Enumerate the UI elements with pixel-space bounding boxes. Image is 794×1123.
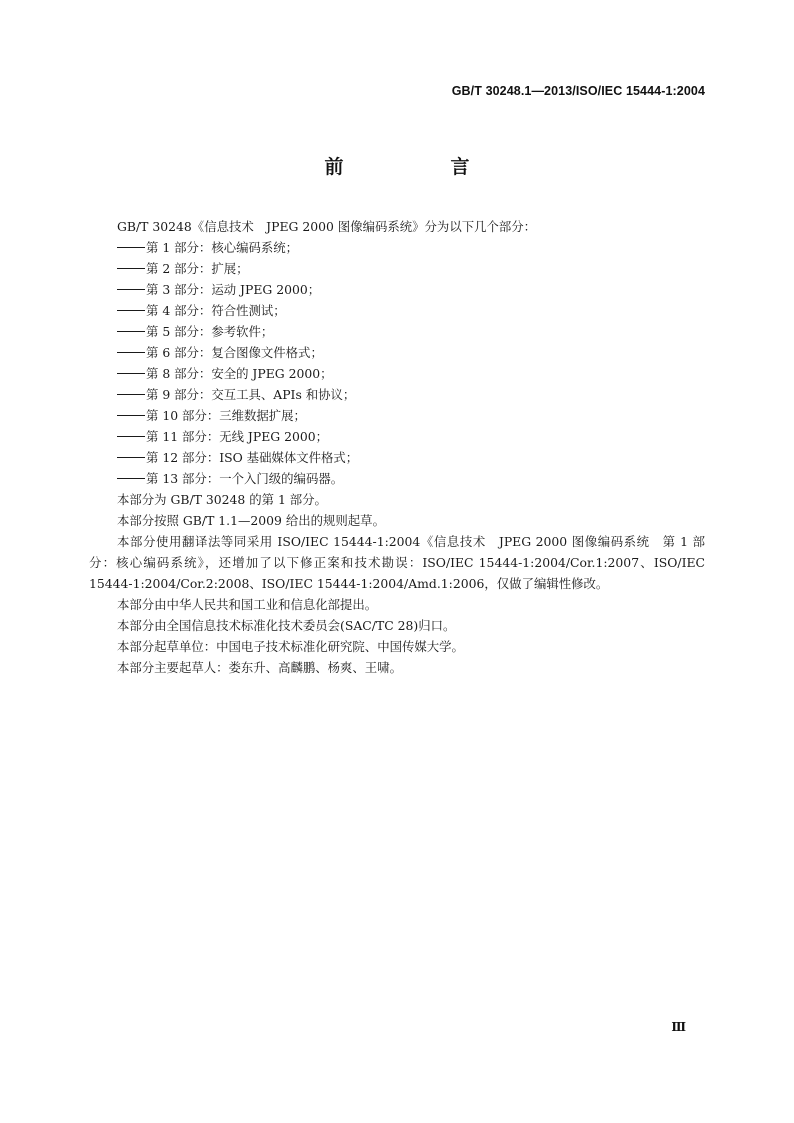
page-title: 前 言 xyxy=(324,156,514,178)
part-label: 第 1 部分：核心编码系统； xyxy=(146,240,299,255)
dash-mark xyxy=(117,436,145,437)
dash-mark xyxy=(117,415,145,416)
dash-mark xyxy=(117,289,145,290)
part-label: 第 10 部分：三维数据扩展； xyxy=(146,408,306,423)
dash-mark xyxy=(117,478,145,479)
standard-code-header: GB/T 30248.1—2013/ISO/IEC 15444-1:2004 xyxy=(451,84,705,98)
part-list-item xyxy=(89,321,705,342)
part-list-item xyxy=(89,237,705,258)
body-paragraph: 本部分为 GB/T 30248 的第 1 部分。 xyxy=(117,492,327,507)
part-list-item xyxy=(89,279,705,300)
dash-mark xyxy=(117,394,145,395)
part-list-item xyxy=(89,258,705,279)
part-label: 第 4 部分：符合性测试； xyxy=(146,303,286,318)
part-label: 第 3 部分：运动 JPEG 2000； xyxy=(146,282,321,297)
part-list-item xyxy=(89,384,705,405)
intro-paragraph: GB/T 30248《信息技术 JPEG 2000 图像编码系统》分为以下几个部分： xyxy=(117,219,537,234)
page-number: Ⅲ xyxy=(671,1020,686,1034)
adoption-paragraph: 本部分使用翻译法等同采用 ISO/IEC 15444-1:2004《信息技术 JPEG 2000 图像编码系统 第 1 部分：核心编码系统》，还增加了以下修正案和技术勘误：ISO/IEC 15444-1:2004/Cor.1:2007、ISO/IEC 15444-1:2004/Cor.2:2008、ISO/IEC 15444-1:2004/Amd.1:2006，仅做了编辑性修改。 xyxy=(89,534,705,591)
part-label: 第 9 部分：交互工具、APIs 和协议； xyxy=(146,387,356,402)
part-label: 第 11 部分：无线 JPEG 2000； xyxy=(146,429,329,444)
part-list-item xyxy=(89,447,705,468)
body-paragraph: 本部分起草单位：中国电子技术标准化研究院、中国传媒大学。 xyxy=(117,639,464,654)
body-paragraph: 本部分由中华人民共和国工业和信息化部提出。 xyxy=(117,597,378,612)
body-paragraph: 本部分主要起草人：娄东升、高麟鹏、杨爽、王啸。 xyxy=(117,660,402,675)
part-list-item xyxy=(89,468,705,489)
part-label: 第 12 部分：ISO 基础媒体文件格式； xyxy=(146,450,359,465)
part-label: 第 8 部分：安全的 JPEG 2000； xyxy=(146,366,333,381)
part-list-item xyxy=(89,405,705,426)
dash-mark xyxy=(117,247,145,248)
part-label: 第 5 部分：参考软件； xyxy=(146,324,274,339)
part-list-item xyxy=(89,342,705,363)
dash-mark xyxy=(117,373,145,374)
part-list-item xyxy=(89,426,705,447)
part-label: 第 6 部分：复合图像文件格式； xyxy=(146,345,323,360)
document-body xyxy=(89,216,705,678)
part-label: 第 2 部分：扩展； xyxy=(146,261,249,276)
dash-mark xyxy=(117,268,145,269)
dash-mark xyxy=(117,331,145,332)
body-paragraph: 本部分按照 GB/T 1.1—2009 给出的规则起草。 xyxy=(117,513,385,528)
part-list-item xyxy=(89,363,705,384)
part-list-item xyxy=(89,300,705,321)
dash-mark xyxy=(117,352,145,353)
body-paragraph: 本部分由全国信息技术标准化技术委员会(SAC/TC 28)归口。 xyxy=(117,618,456,633)
part-label: 第 13 部分：一个入门级的编码器。 xyxy=(146,471,344,486)
dash-mark xyxy=(117,310,145,311)
dash-mark xyxy=(117,457,145,458)
